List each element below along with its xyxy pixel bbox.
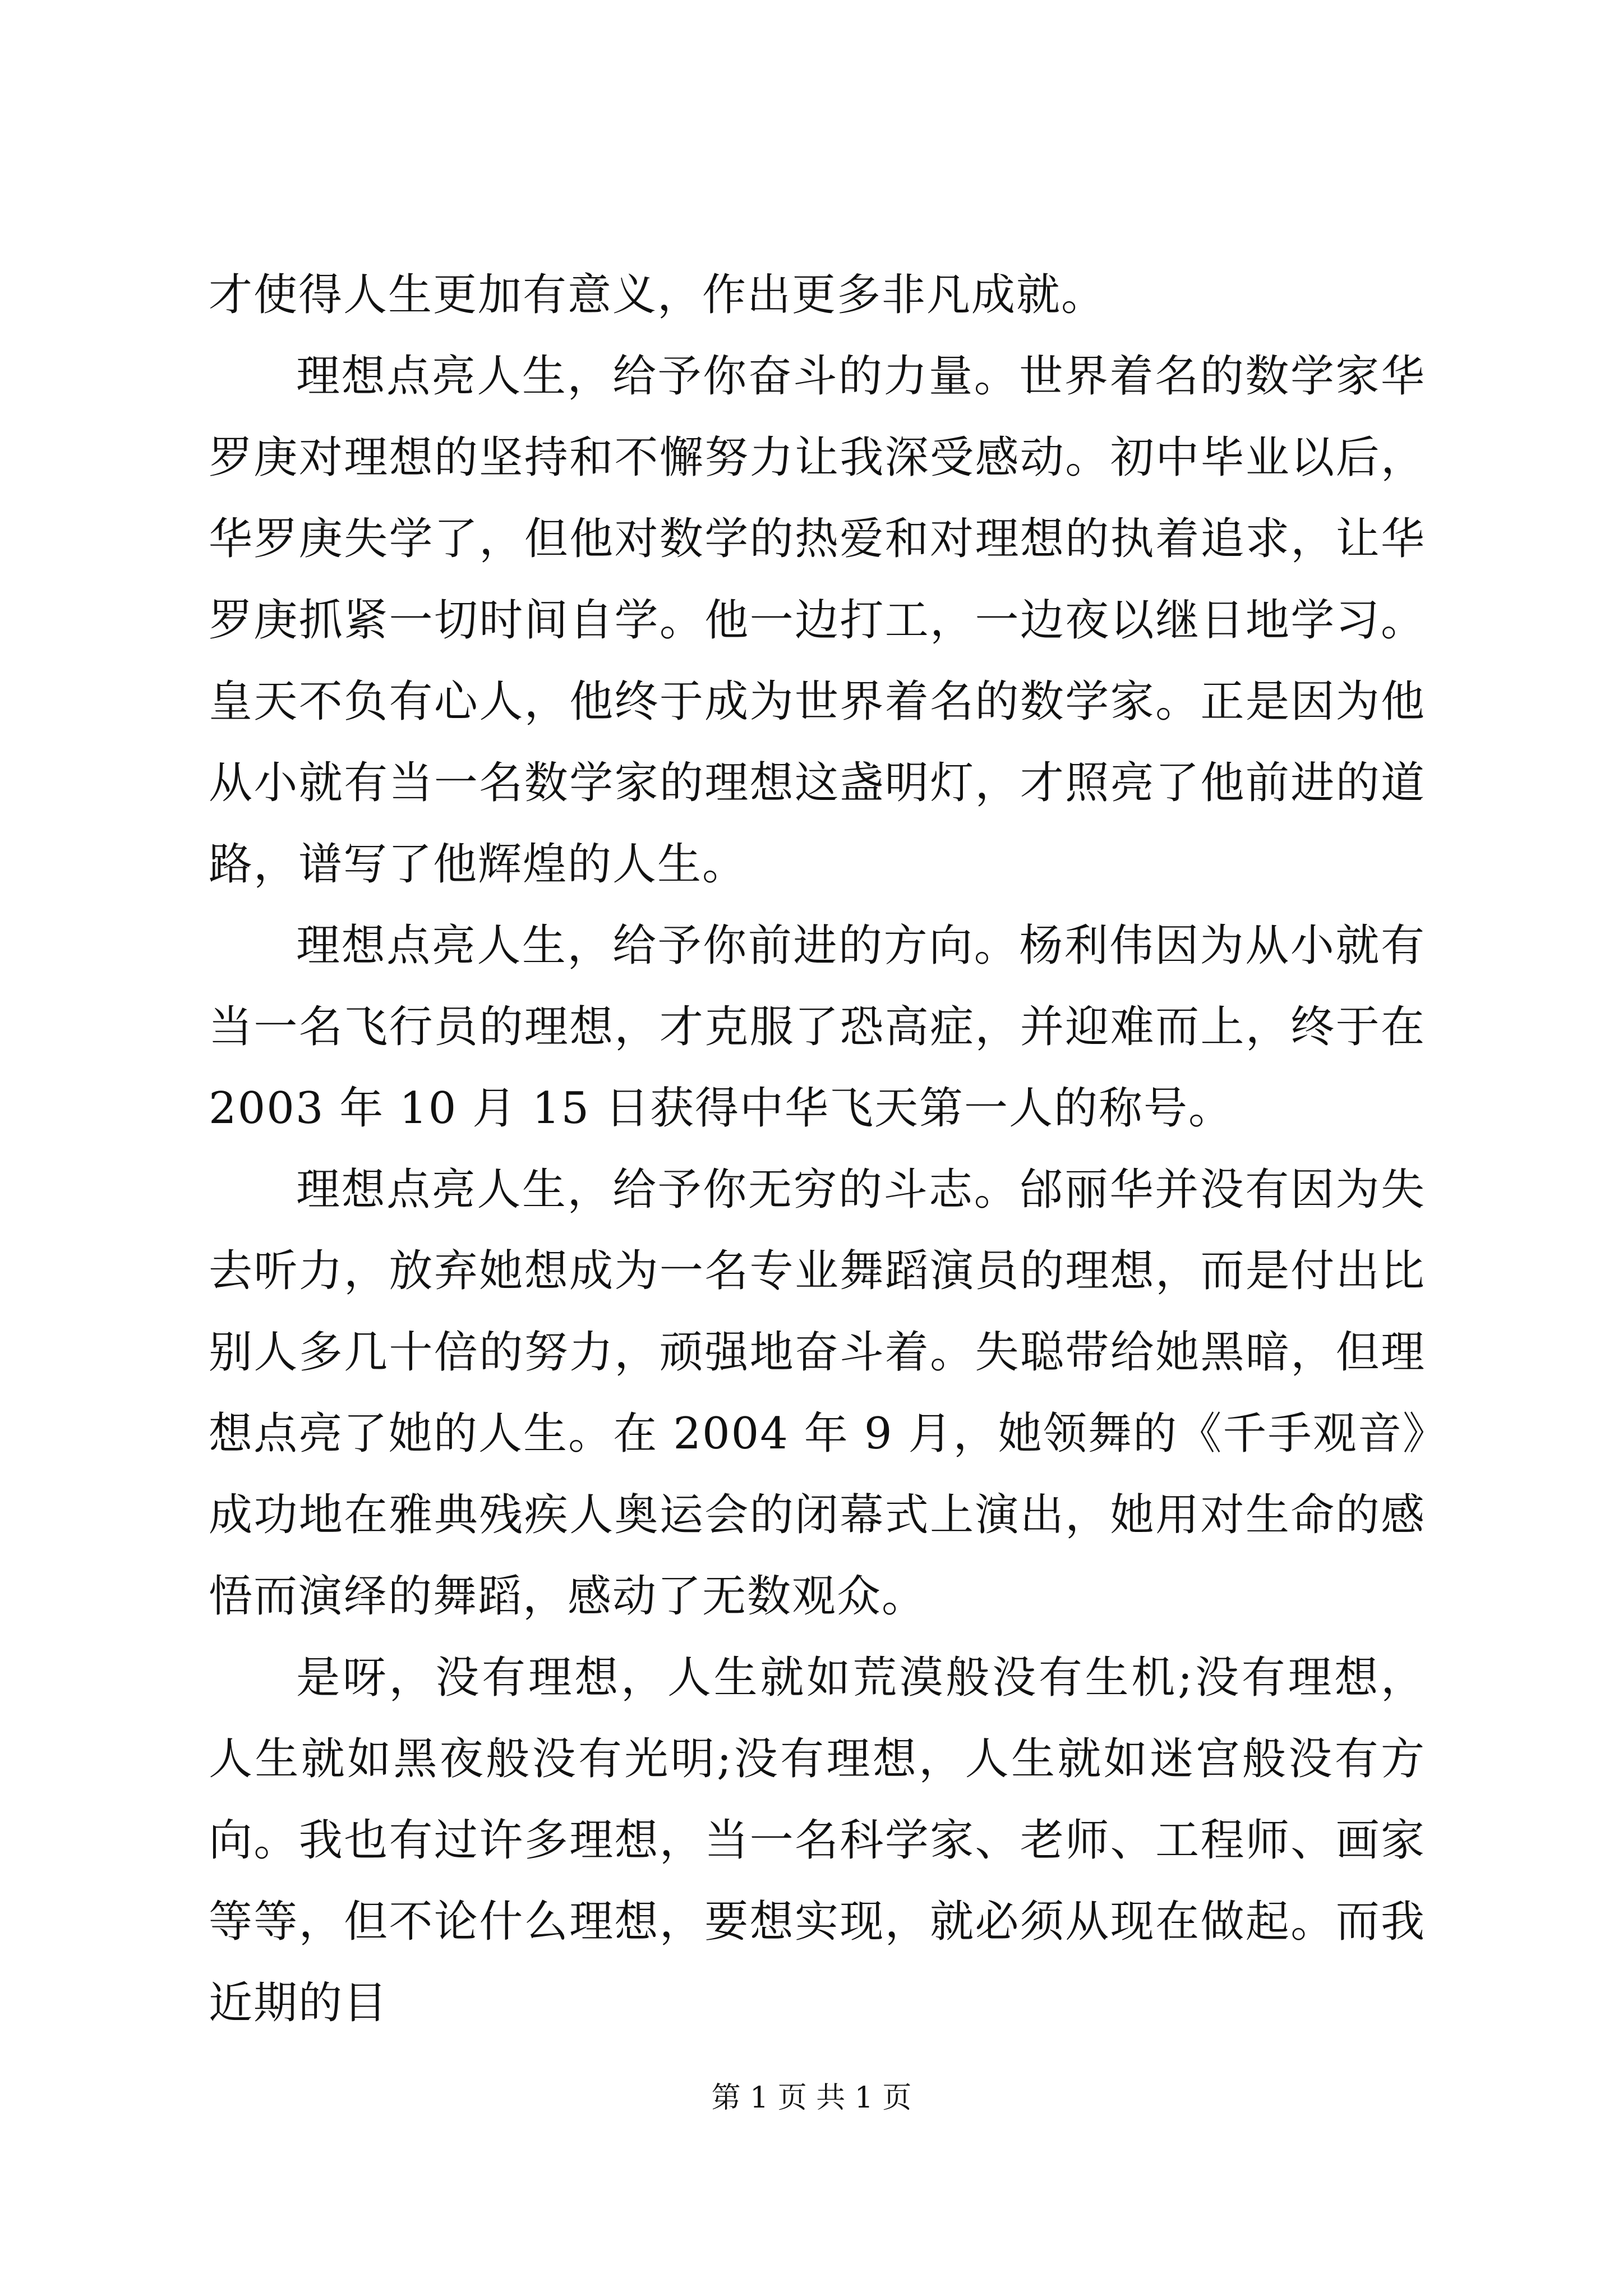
paragraph-continuation: 才使得人生更加有意义，作出更多非凡成就。 — [209, 270, 1106, 320]
paragraph-tai-lihua: 理想点亮人生，给予你无穷的斗志。邰丽华并没有因为失去听力，放弃她想成为一名专业舞蹈演员的理想，而是付出比别人多几十倍的努力，顽强地奋斗着。失聪带给她黑暗，但理想点亮了她的人生。在 2004 年 9 月，她领舞的《千手观音》成功地在雅典残疾人奥运会的闭幕式上演出，她用对生命的感悟而演绎的舞蹈，感动了无数观众。 — [209, 1165, 1426, 1622]
paragraph-hua-luogeng: 理想点亮人生，给予你奋斗的力量。世界着名的数学家华罗庚对理想的坚持和不懈努力让我深受感动。初中毕业以后，华罗庚失学了，但他对数学的热爱和对理想的执着追求，让华罗庚抓紧一切时间自学。他一边打工，一边夜以继日地学习。皇天不负有心人，他终于成为世界着名的数学家。正是因为他从小就有当一名数学家的理想这盏明灯，才照亮了他前进的道路，谱写了他辉煌的人生。 — [209, 351, 1426, 890]
paragraph-yang-liwei: 理想点亮人生，给予你前进的方向。杨利伟因为从小就有当一名飞行员的理想，才克服了恐高症，并迎难而上，终于在 2003 年 10 月 15 日获得中华飞天第一人的称号。 — [209, 921, 1426, 1134]
document-body — [209, 255, 1426, 2044]
page-footer: 第 1 页 共 1 页 — [711, 2081, 912, 2115]
paragraph-conclusion: 是呀，没有理想，人生就如荒漠般没有生机;没有理想，人生就如黑夜般没有光明;没有理想，人生就如迷宫般没有方向。我也有过许多理想，当一名科学家、老师、工程师、画家等等，但不论什么理想，要想实现，就必须从现在做起。而我近期的目 — [209, 1653, 1426, 2028]
